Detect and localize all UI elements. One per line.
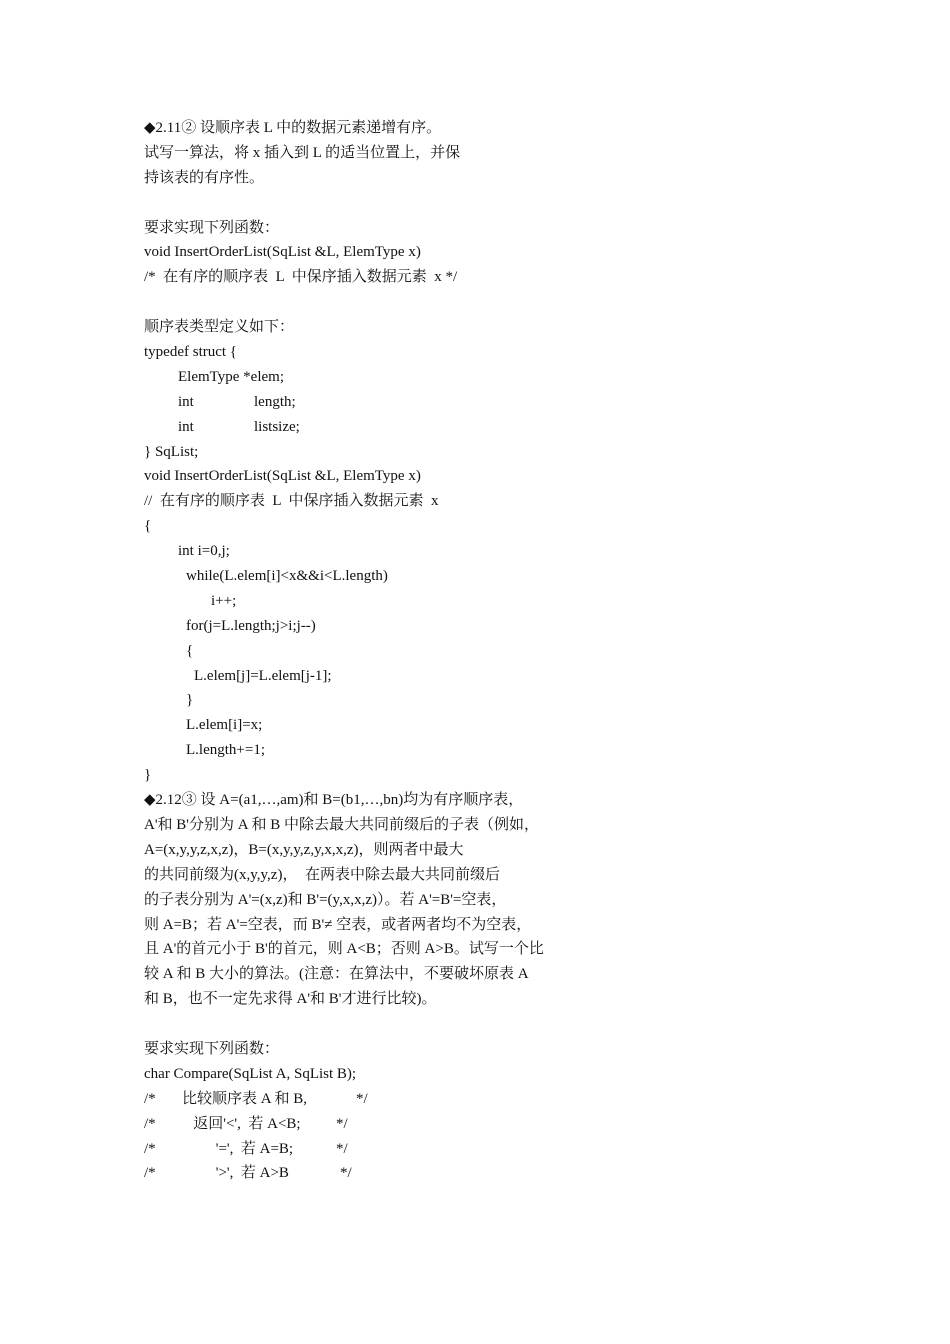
document-page: [144, 116, 624, 1186]
comment-open: /*: [144, 1090, 156, 1107]
comment-open: /*: [144, 1115, 156, 1132]
code-shift: L.elem[j]=L.elem[j-1];: [194, 667, 332, 684]
requirement-heading-2: 要求实现下列函数：: [144, 1040, 280, 1057]
problem-2-12-line-7: 且 A'的首元小于 B'的首元，则 A<B；否则 A>B。试写一个比: [144, 941, 544, 958]
field-name: listsize;: [254, 418, 300, 435]
problem-2-11-line-1: ◆2.11② 设顺序表 L 中的数据元素递增有序。: [144, 120, 442, 136]
problem-2-11-line-3: 持该表的有序性。: [144, 169, 265, 186]
problem-2-12-line-6: 则 A=B；若 A'=空表，而 B'≠ 空表，或者两者均不为空表，: [144, 916, 532, 933]
field-type: int: [178, 418, 194, 435]
code-for-close: }: [186, 692, 194, 709]
comment-text: '>', 若 A>B: [182, 1165, 289, 1182]
compare-comment-2: [144, 1112, 624, 1137]
problem-2-11-line-2: 试写一算法，将 x 插入到 L 的适当位置上，并保: [144, 144, 461, 161]
typedef-close: } SqList;: [144, 443, 199, 460]
compare-comment-1: [144, 1087, 624, 1112]
impl-signature: void InsertOrderList(SqList &L, ElemType x): [144, 468, 421, 485]
compare-comment-4: [144, 1161, 624, 1186]
problem-2-12-line-5: 的子表分别为 A'=(x,z)和 B'=(y,x,x,z)）。若 A'=B'=空表，: [144, 891, 507, 908]
problem-2-12-line-1: ◆2.12③ 设 A=(a1,…,am)和 B=(b1,…,bn)均为有序顺序表，: [144, 792, 524, 809]
code-open-brace: {: [144, 518, 152, 535]
requirement-heading: 要求实现下列函数：: [144, 219, 280, 236]
code-for-open: {: [186, 642, 194, 659]
problem-2-12-line-8: 较 A 和 B 大小的算法。(注意：在算法中，不要破坏原表 A: [144, 966, 529, 983]
typedef-open: typedef struct {: [144, 344, 238, 361]
field-name: length;: [254, 393, 296, 410]
code-assign: L.elem[i]=x;: [186, 717, 263, 734]
code-decl: int i=0,j;: [178, 543, 230, 560]
compare-signature: char Compare(SqList A, SqList B);: [144, 1065, 357, 1082]
typedef-heading: 顺序表类型定义如下：: [144, 319, 295, 336]
comment-close: */: [336, 1115, 348, 1132]
field-type: int: [178, 393, 194, 410]
code-close-brace: }: [144, 767, 152, 784]
comment-text: '=', 若 A=B;: [182, 1140, 294, 1157]
code-while: while(L.elem[i]<x&&i<L.length): [186, 568, 388, 585]
comment-close: */: [340, 1165, 352, 1182]
field-length: [144, 390, 624, 415]
signature-comment: /* 在有序的顺序表 L 中保序插入数据元素 x */: [144, 269, 458, 286]
field-elem: ElemType *elem;: [178, 368, 284, 385]
comment-text: 比较顺序表 A 和 B,: [182, 1090, 308, 1107]
comment-text: 返回'<', 若 A<B;: [182, 1115, 301, 1132]
comment-close: */: [336, 1140, 348, 1157]
blank-line: [144, 191, 624, 216]
problem-2-12-line-4: 的共同前缀为(x,y,y,z)， 在两表中除去最大共同前缀后: [144, 866, 500, 883]
blank-line: [144, 290, 624, 315]
field-listsize: [144, 415, 624, 440]
problem-2-12-line-2: A'和 B'分别为 A 和 B 中除去最大共同前缀后的子表（例如，: [144, 816, 540, 833]
code-for: for(j=L.length;j>i;j--): [186, 617, 316, 634]
compare-comment-3: [144, 1137, 624, 1162]
code-incr: i++;: [211, 592, 237, 609]
comment-close: */: [356, 1090, 368, 1107]
code-length-inc: L.length+=1;: [186, 742, 265, 759]
comment-open: /*: [144, 1140, 156, 1157]
problem-2-12-line-9: 和 B，也不一定先求得 A'和 B'才进行比较)。: [144, 991, 437, 1008]
comment-open: /*: [144, 1165, 156, 1182]
problem-2-12-line-3: A=(x,y,y,z,x,z)，B=(x,y,y,z,y,x,x,z)，则两者中最大: [144, 841, 464, 858]
function-signature: void InsertOrderList(SqList &L, ElemType x): [144, 244, 421, 261]
blank-line: [144, 1012, 624, 1037]
impl-comment: // 在有序的顺序表 L 中保序插入数据元素 x: [144, 493, 439, 510]
